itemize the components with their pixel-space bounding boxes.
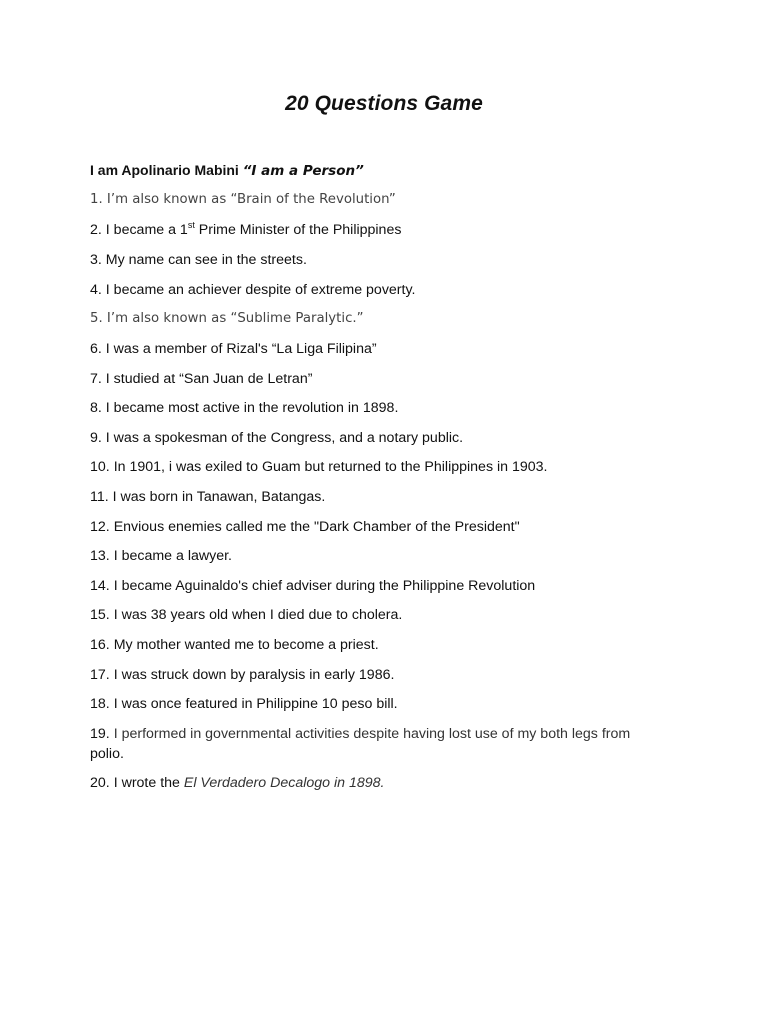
question-item (90, 309, 650, 329)
question-number: 3. (90, 252, 102, 269)
question-text: I became most active in the revolution in 1898. (105, 400, 399, 417)
question-text: I was 38 years old when I died due to cholera. (113, 607, 403, 624)
question-item (90, 487, 650, 507)
question-text: I wrote the (113, 775, 184, 792)
question-item (90, 576, 650, 596)
question-number: 8. (90, 400, 102, 417)
question-number: 11. (90, 488, 109, 505)
question-item (90, 428, 650, 448)
question-text: I’m also known as “Brain of the Revolution” (106, 192, 396, 207)
question-item (90, 773, 650, 793)
question-item (90, 220, 650, 241)
question-text: I became an achiever despite of extreme poverty. (105, 281, 416, 298)
question-number: 16. (90, 636, 110, 653)
question-item (90, 398, 650, 418)
question-number: 10. (90, 459, 110, 476)
question-text: My mother wanted me to become a priest. (113, 636, 379, 653)
question-text: My name can see in the streets. (105, 252, 307, 269)
question-text: I’m also known as “Sublime Paralytic.” (106, 311, 364, 327)
question-text-rest: Prime Minister of the Philippines (194, 221, 402, 238)
question-text: I was struck down by paralysis in early 1986. (113, 666, 395, 683)
question-number: 17. (90, 666, 110, 683)
question-number: 4. (90, 281, 102, 298)
question-text: In 1901, i was exiled to Guam but returned to the Philippines in 1903. (113, 459, 548, 476)
question-number: 13. (90, 548, 110, 565)
question-number: 15. (90, 607, 110, 624)
question-text: I was once featured in Philippine 10 peso bill. (113, 696, 398, 713)
question-item (90, 457, 650, 477)
question-item (90, 250, 650, 270)
question-text: I became a 1 (105, 221, 188, 238)
question-text: I became a lawyer. (113, 548, 232, 565)
question-number: 14. (90, 577, 110, 594)
question-text: I became Aguinaldo's chief adviser during the Philippine Revolution (113, 577, 536, 594)
question-number: 5. (90, 311, 103, 327)
question-number: 1. (90, 192, 103, 207)
question-item (90, 280, 650, 300)
question-item (90, 724, 650, 764)
question-number: 20. (90, 775, 110, 792)
question-text: I performed in governmental activities despite having lost use of my both legs from (113, 725, 631, 742)
question-number: 12. (90, 518, 110, 535)
question-text: Envious enemies called me the "Dark Chamber of the President" (113, 518, 520, 535)
question-text-italic: El Verdadero Decalogo in 1898. (183, 775, 385, 792)
question-text: I was a spokesman of the Congress, and a notary public. (105, 429, 464, 446)
subtitle (90, 162, 364, 179)
question-number: 9. (90, 429, 102, 446)
superscript: st (187, 219, 195, 230)
page-title: 20 Questions Game (285, 92, 483, 115)
question-item (90, 339, 650, 359)
question-text: I studied at “San Juan de Letran” (105, 370, 313, 387)
question-number: 7. (90, 370, 102, 387)
question-number: 18. (90, 696, 110, 713)
question-item (90, 369, 650, 389)
subtitle-name: I am Apolinario Mabini (90, 162, 239, 178)
question-number: 19. (90, 725, 110, 742)
question-item (90, 190, 650, 210)
question-text-rest: polio. (90, 745, 124, 762)
question-text: I was a member of Rizal's “La Liga Filipina” (105, 340, 377, 357)
question-number: 2. (90, 221, 102, 238)
question-list (90, 190, 650, 803)
subtitle-category: “I am a Person” (242, 163, 364, 179)
question-number: 6. (90, 340, 102, 357)
question-item (90, 517, 650, 537)
question-item (90, 605, 650, 625)
question-item (90, 635, 650, 655)
question-item (90, 546, 650, 566)
question-text: I was born in Tanawan, Batangas. (112, 488, 326, 505)
question-item (90, 694, 650, 714)
question-item (90, 665, 650, 685)
